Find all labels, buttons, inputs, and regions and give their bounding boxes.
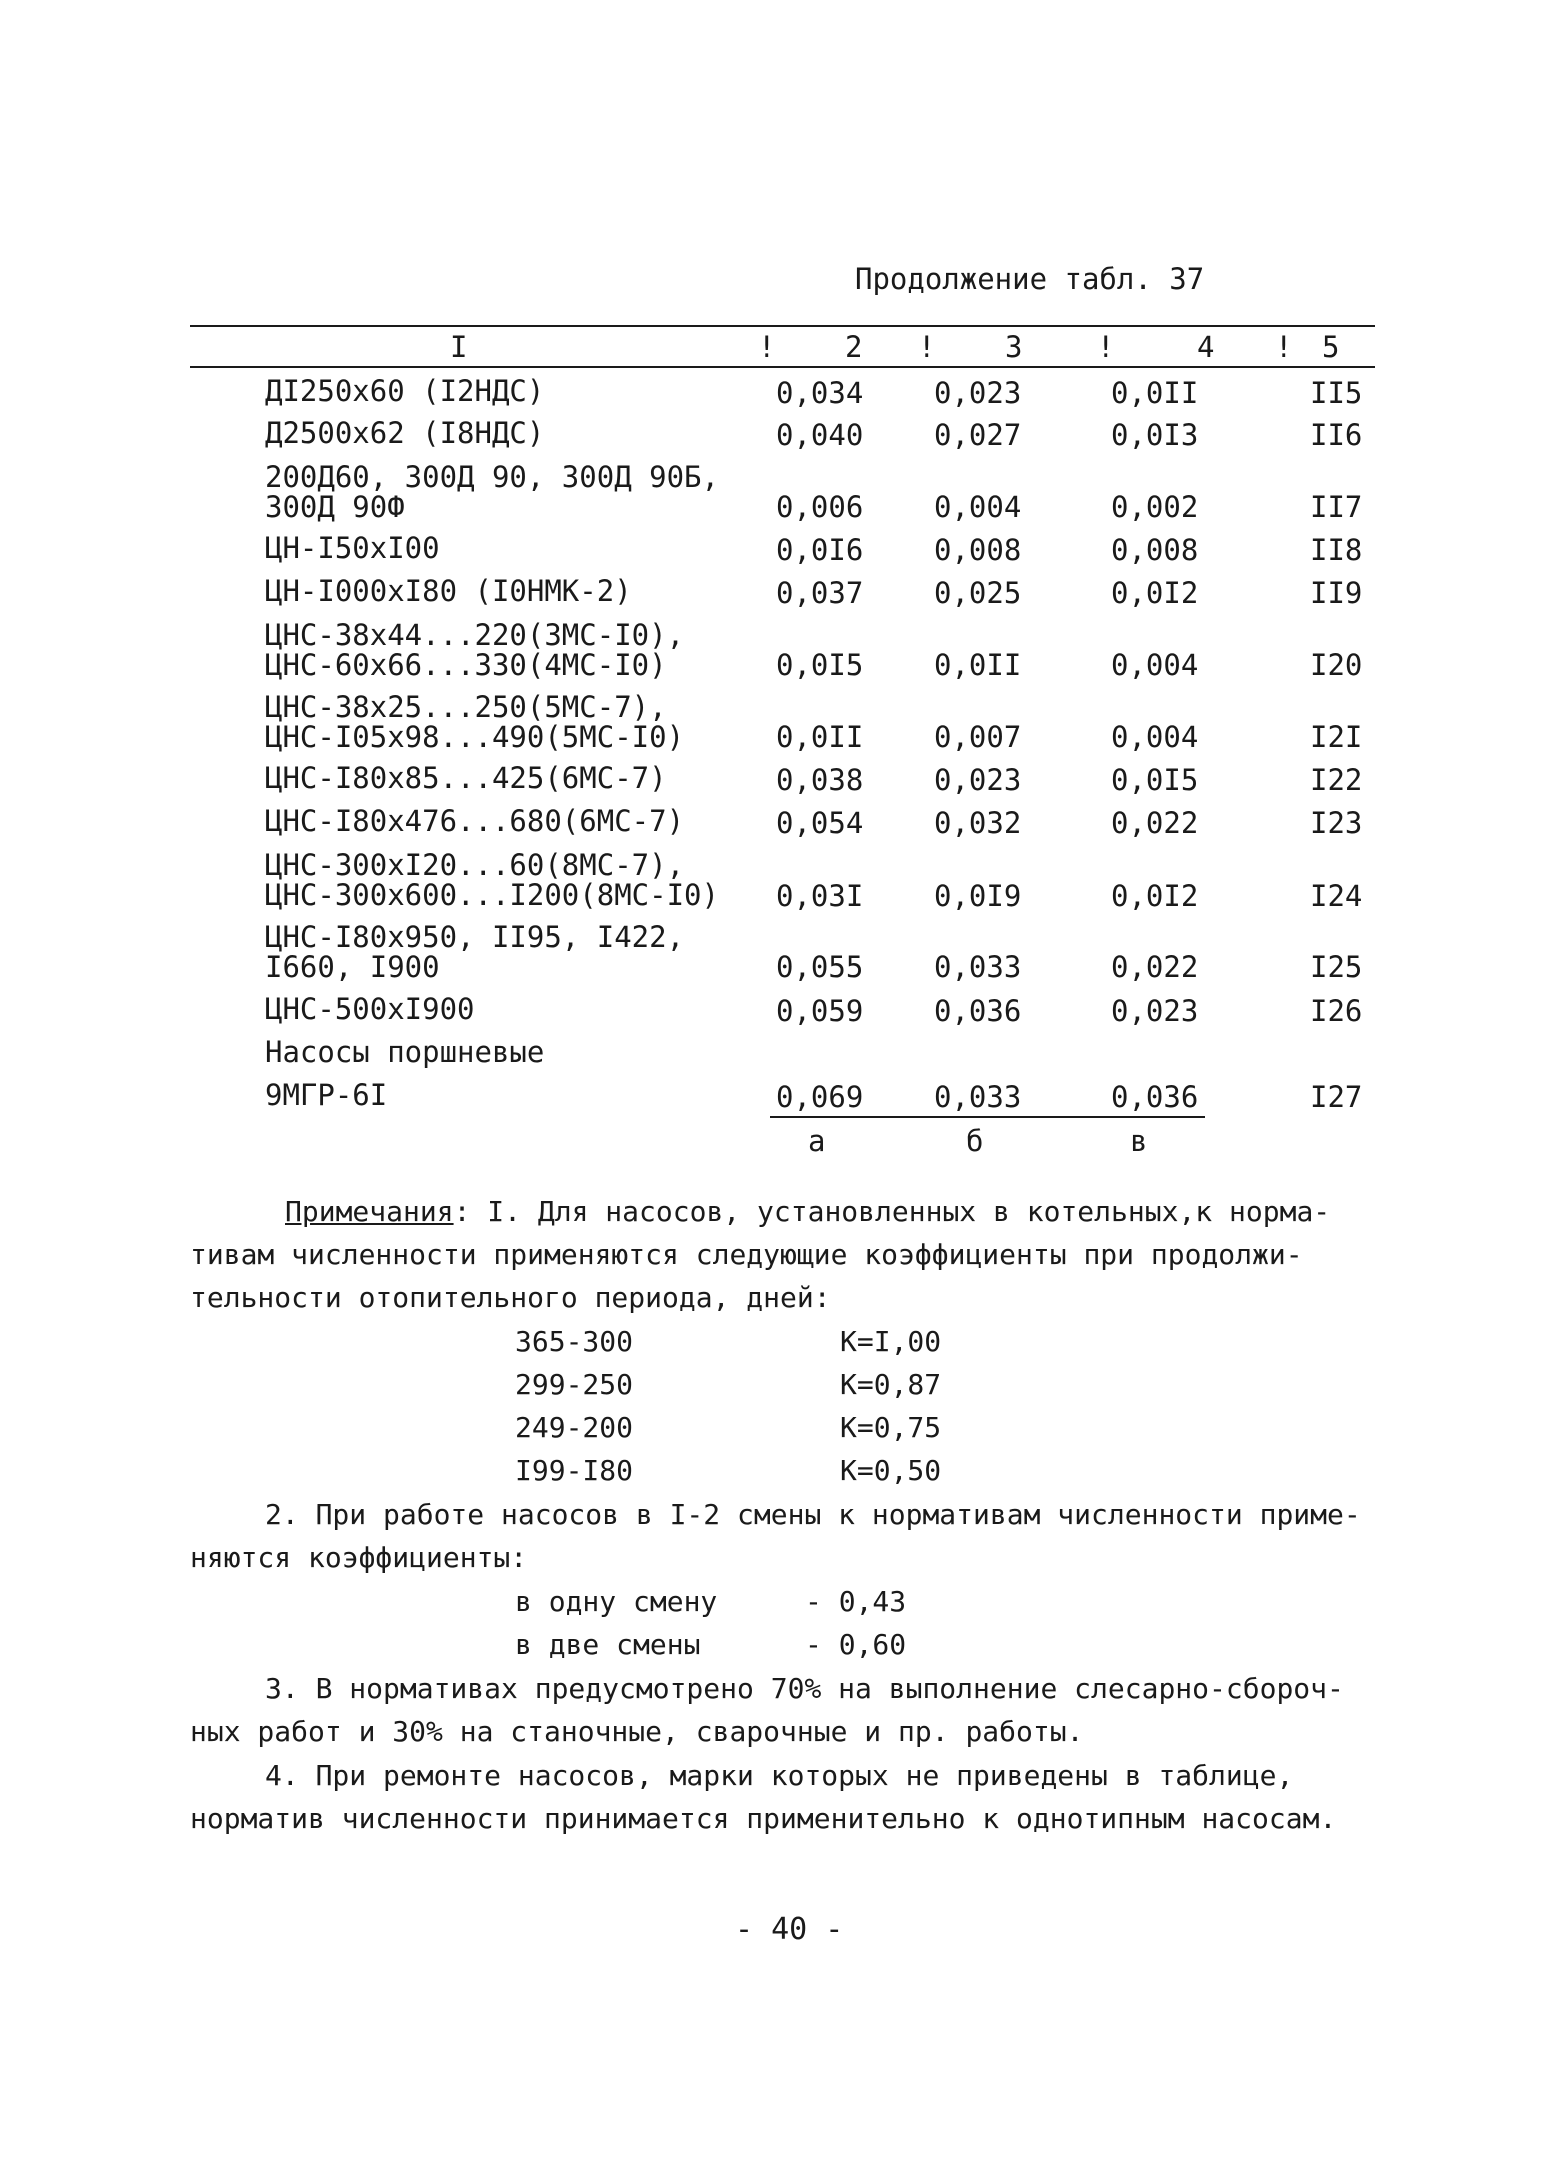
row-value-col5: I23 [1310, 806, 1363, 840]
row-value-col4: 0,036 [1111, 1080, 1199, 1114]
row-name: 9МГР-6I [265, 1078, 388, 1112]
header-separator: ! [1097, 330, 1115, 364]
row-value-col3: 0,033 [934, 1080, 1022, 1114]
note-2-line-1: 2. При работе насосов в I-2 смены к нормативам численности приме- [265, 1498, 1361, 1531]
row-value-col5: II5 [1310, 376, 1363, 410]
coef-value: К=0,50 [840, 1454, 942, 1487]
row-value-col4: 0,022 [1111, 950, 1199, 984]
row-value-col2: 0,069 [776, 1080, 864, 1114]
coef-range: 249-200 [515, 1411, 634, 1444]
row-value-col2: 0,040 [776, 418, 864, 452]
row-name: I660, I900 [265, 950, 440, 984]
shift-value: - 0,43 [805, 1585, 907, 1618]
row-value-col3: 0,0I9 [934, 879, 1022, 913]
row-name: ЦНС-60x66...330(4МС-I0) [265, 648, 667, 682]
row-name: ЦНС-I80x476...680(6МС-7) [265, 804, 685, 838]
row-value-col3: 0,025 [934, 576, 1022, 610]
row-name: 300Д 90Ф [265, 490, 405, 524]
row-value-col5: II8 [1310, 533, 1363, 567]
row-value-col4: 0,0I2 [1111, 576, 1199, 610]
shift-value: - 0,60 [805, 1628, 907, 1661]
row-value-col2: 0,0I5 [776, 648, 864, 682]
row-value-col5: II6 [1310, 418, 1363, 452]
row-value-col2: 0,059 [776, 994, 864, 1028]
row-value-col3: 0,032 [934, 806, 1022, 840]
header-col4: 4 [1197, 330, 1215, 364]
row-value-col2: 0,006 [776, 490, 864, 524]
row-value-col3: 0,023 [934, 376, 1022, 410]
footer-letter-col3: б [966, 1124, 984, 1158]
row-value-col3: 0,027 [934, 418, 1022, 452]
row-value-col3: 0,036 [934, 994, 1022, 1028]
row-value-col3: 0,033 [934, 950, 1022, 984]
note-3-line-2: ных работ и 30% на станочные, сварочные и пр. работы. [190, 1715, 1084, 1748]
row-value-col5: I2I [1310, 720, 1363, 754]
shift-label: в две смены [515, 1628, 701, 1661]
row-value-col5: I27 [1310, 1080, 1363, 1114]
note-1-line-2: тивам численности применяются следующие коэффициенты при продолжи- [190, 1238, 1303, 1271]
note-3-line-1: 3. В нормативах предусмотрено 70% на выполнение слесарно-сбороч- [265, 1672, 1344, 1705]
row-name: ЦНС-300x600...I200(8МС-I0) [265, 878, 719, 912]
row-value-col2: 0,038 [776, 763, 864, 797]
values-underline [770, 1116, 1205, 1118]
note-4-line-2: норматив численности принимается применительно к однотипным насосам. [190, 1802, 1337, 1835]
row-value-col3: 0,004 [934, 490, 1022, 524]
coef-range: I99-I80 [515, 1454, 634, 1487]
coef-range: 365-300 [515, 1325, 634, 1358]
row-name: ЦНС-300xI20...60(8МС-7), [265, 848, 685, 882]
row-name: ЦНС-I05x98...490(5МС-I0) [265, 720, 685, 754]
notes-title: Примечания [285, 1195, 454, 1228]
header-separator: ! [918, 330, 936, 364]
coef-value: К=I,00 [840, 1325, 942, 1358]
row-value-col5: II9 [1310, 576, 1363, 610]
row-value-col5: I24 [1310, 879, 1363, 913]
row-value-col4: 0,0II [1111, 376, 1199, 410]
row-value-col4: 0,0I3 [1111, 418, 1199, 452]
coef-value: К=0,75 [840, 1411, 942, 1444]
row-value-col4: 0,004 [1111, 720, 1199, 754]
coef-range: 299-250 [515, 1368, 634, 1401]
table-header-rule [190, 366, 1375, 368]
row-value-col5: I22 [1310, 763, 1363, 797]
row-value-col3: 0,0II [934, 648, 1022, 682]
row-value-col4: 0,002 [1111, 490, 1199, 524]
table-caption: Продолжение табл. 37 [855, 262, 1205, 296]
row-name: Д2500x62 (I8НДС) [265, 416, 545, 450]
row-value-col4: 0,004 [1111, 648, 1199, 682]
footer-letter-col2: а [808, 1124, 826, 1158]
row-value-col2: 0,055 [776, 950, 864, 984]
row-value-col5: I20 [1310, 648, 1363, 682]
row-value-col2: 0,03I [776, 879, 864, 913]
row-name: ЦНС-38x44...220(3МС-I0), [265, 618, 685, 652]
row-value-col2: 0,0II [776, 720, 864, 754]
row-value-col4: 0,022 [1111, 806, 1199, 840]
row-name: Насосы поршневые [265, 1035, 545, 1069]
row-value-col4: 0,008 [1111, 533, 1199, 567]
page-number: - 40 - [735, 1912, 844, 1947]
row-name: ЦНС-500xI900 [265, 992, 475, 1026]
row-value-col3: 0,023 [934, 763, 1022, 797]
row-value-col2: 0,034 [776, 376, 864, 410]
row-value-col4: 0,023 [1111, 994, 1199, 1028]
footer-letter-col4: в [1130, 1124, 1148, 1158]
row-value-col5: I26 [1310, 994, 1363, 1028]
note-1-text: : I. Для насосов, установленных в котельных,к норма- [453, 1195, 1331, 1228]
note-4-line-1: 4. При ремонте насосов, марки которых не приведены в таблице, [265, 1759, 1294, 1792]
row-value-col5: II7 [1310, 490, 1363, 524]
row-value-col2: 0,054 [776, 806, 864, 840]
row-value-col2: 0,0I6 [776, 533, 864, 567]
note-1-line-1 [285, 1190, 1330, 1233]
shift-label: в одну смену [515, 1585, 718, 1618]
row-value-col4: 0,0I5 [1111, 763, 1199, 797]
row-name: 200Д60, 300Д 90, 300Д 90Б, [265, 460, 719, 494]
row-name: ЦНС-I80x85...425(6МС-7) [265, 761, 667, 795]
row-value-col3: 0,007 [934, 720, 1022, 754]
note-2-line-2: няются коэффициенты: [190, 1541, 528, 1574]
row-name: ЦНС-38x25...250(5МС-7), [265, 690, 667, 724]
header-separator: ! [1275, 330, 1293, 364]
row-name: ДI250x60 (I2НДС) [265, 374, 545, 408]
header-col2: 2 [845, 330, 863, 364]
coef-value: К=0,87 [840, 1368, 942, 1401]
row-name: ЦН-I000xI80 (I0НМК-2) [265, 574, 632, 608]
row-value-col4: 0,0I2 [1111, 879, 1199, 913]
header-col3: 3 [1005, 330, 1023, 364]
header-col1: I [450, 330, 468, 364]
note-1-line-3: тельности отопительного периода, дней: [190, 1281, 831, 1314]
header-separator: ! [758, 330, 776, 364]
row-value-col5: I25 [1310, 950, 1363, 984]
row-value-col3: 0,008 [934, 533, 1022, 567]
row-name: ЦНС-I80x950, II95, I422, [265, 920, 685, 954]
row-value-col2: 0,037 [776, 576, 864, 610]
header-col5: 5 [1322, 330, 1340, 364]
row-name: ЦН-I50xI00 [265, 531, 440, 565]
table-top-rule [190, 325, 1375, 327]
